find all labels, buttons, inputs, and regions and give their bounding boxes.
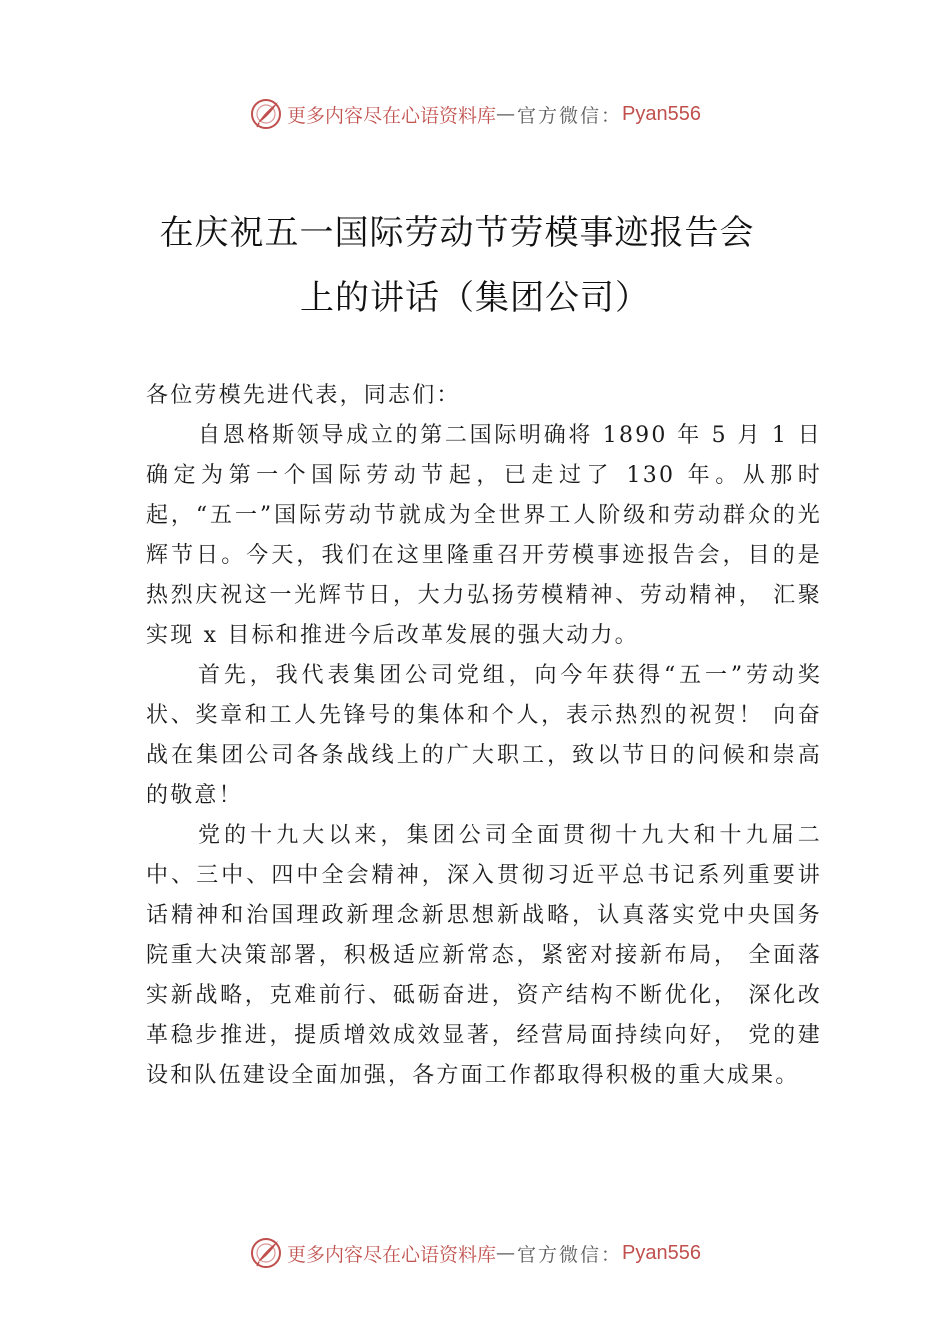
banner-wechat-label: 官方微信： [517,104,623,127]
greeting: 各位劳模先进代表，同志们： [146,383,461,408]
document-title-line-1: 在庆祝五一国际劳动节劳模事迹报告会 [159,213,755,253]
header-watermark-banner [0,94,950,134]
footer-watermark-banner [0,1233,950,1273]
banner-dash: — [496,1242,518,1264]
banner-wechat-id: Pyan556 [622,1241,701,1264]
banner-wechat-id: Pyan556 [622,102,701,125]
document-title-line-2: 上的讲话（集团公司） [300,278,650,318]
quill-logo-icon [249,97,283,131]
banner-wechat-label: 官方微信： [517,1243,623,1266]
quill-logo-icon [249,1236,283,1270]
banner-brand-text: 更多内容尽在心语资料库 [287,104,497,127]
document-body [146,376,822,1096]
paragraph-1: 自恩格斯领导成立的第二国际明确将 1890 年 5 月 1 日确定为第一个国际劳动节起，已走过了 130 年。从那时起，“五一”国际劳动节就成为全世界工人阶级和劳动群众的光辉节日。今天，我们在这里隆重召开劳模事迹报告会，目的是热烈庆祝这一光辉节日，大力弘扬劳模精神、劳动精神， 汇聚实现 x 目标和推进今后改革发展的强大动力。 [146,423,822,648]
paragraph-3: 党的十九大以来，集团公司全面贯彻十九大和十九届二中、三中、四中全会精神，深入贯彻习近平总书记系列重要讲话精神和治国理政新理念新思想新战略，认真落实党中央国务院重大决策部署，积极适应新常态，紧密对接新布局， 全面落实新战略，克难前行、砥砺奋进，资产结构不断优化， 深化改革稳步推进，提质增效成效显著，经营局面持续向好， 党的建设和队伍建设全面加强，各方面工作都取得积极的重大成果。 [146,823,822,1088]
paragraph-2: 首先，我代表集团公司党组，向今年获得“五一”劳动奖状、奖章和工人先锋号的集体和个人，表示热烈的祝贺！ 向奋战在集团公司各条战线上的广大职工，致以节日的问候和崇高的敬意！ [146,663,822,808]
banner-dash: — [496,103,518,125]
banner-brand-text: 更多内容尽在心语资料库 [287,1243,497,1266]
